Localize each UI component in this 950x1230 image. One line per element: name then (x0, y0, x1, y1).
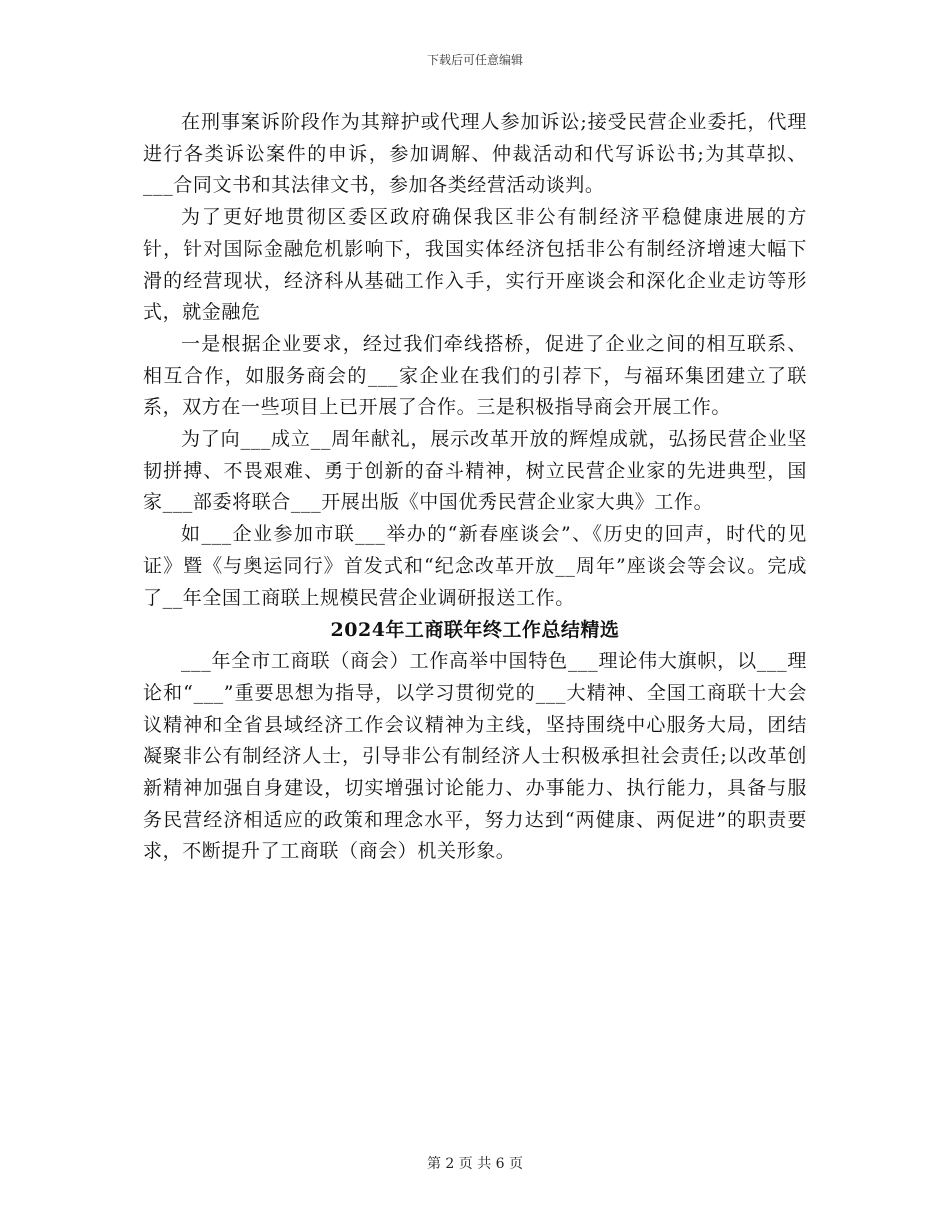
paragraph-policy: 为了更好地贯彻区委区政府确保我区非公有制经济平稳健康进展的方针，针对国际金融危机影响下，我国实体经济包括非公有制经济增速大幅下滑的经营现状，经济科从基础工作入手，实行开座谈会和深化企业走访等形式，就金融危 (143, 206, 807, 324)
paragraph-meetings: 如___企业参加市联___举办的“新春座谈会”、《历史的回声，时代的见证》暨《与奥运同行》首发式和“纪念改革开放__周年”座谈会等会议。完成了__年全国工商联上规模民营企业调研报送工作。 (143, 523, 807, 609)
document-body (143, 107, 807, 868)
section-title: 2024年工商联年终工作总结精选 (330, 619, 620, 642)
paragraph-summary: ___年全市工商联（商会）工作高举中国特色___理论伟大旗帜，以___理论和“___”重要思想为指导，以学习贯彻党的___大精神、全国工商联十大会议精神和全省县域经济工作会议精神为主线，坚持围绕中心服务大局，团结凝聚非公有制经济人士，引导非公有制经济人士积极承担社会责任;以改革创新精神加强自身建设，切实增强讨论能力、办事能力、执行能力，具备与服务民营经济相适应的政策和理念水平，努力达到“两健康、两促进”的职责要求，不断提升了工商联（商会）机关形象。 (143, 650, 807, 863)
paragraph-anniversary: 为了向___成立__周年献礼，展示改革开放的辉煌成就，弘扬民营企业坚韧拼搏、不畏艰难、勇于创新的奋斗精神，树立民营企业家的先进典型，国家___部委将联合___开展出版《中国优秀民营企业家大典》工作。 (143, 428, 807, 514)
page-header-note: 下载后可任意编辑 (426, 53, 523, 67)
paragraph-litigation: 在刑事案诉阶段作为其辩护或代理人参加诉讼;接受民营企业委托，代理进行各类诉讼案件的申诉，参加调解、仲裁活动和代写诉讼书;为其草拟、___合同文书和其法律文书，参加各类经营活动谈判。 (143, 111, 807, 197)
page-number: 第 2 页 共 6 页 (426, 1156, 524, 1172)
paragraph-cooperation: 一是根据企业要求，经过我们牵线搭桥，促进了企业之间的相互联系、相互合作，如服务商会的___家企业在我们的引荐下，与福环集团建立了联系，双方在一些项目上已开展了合作。三是积极指导商会开展工作。 (143, 332, 807, 419)
